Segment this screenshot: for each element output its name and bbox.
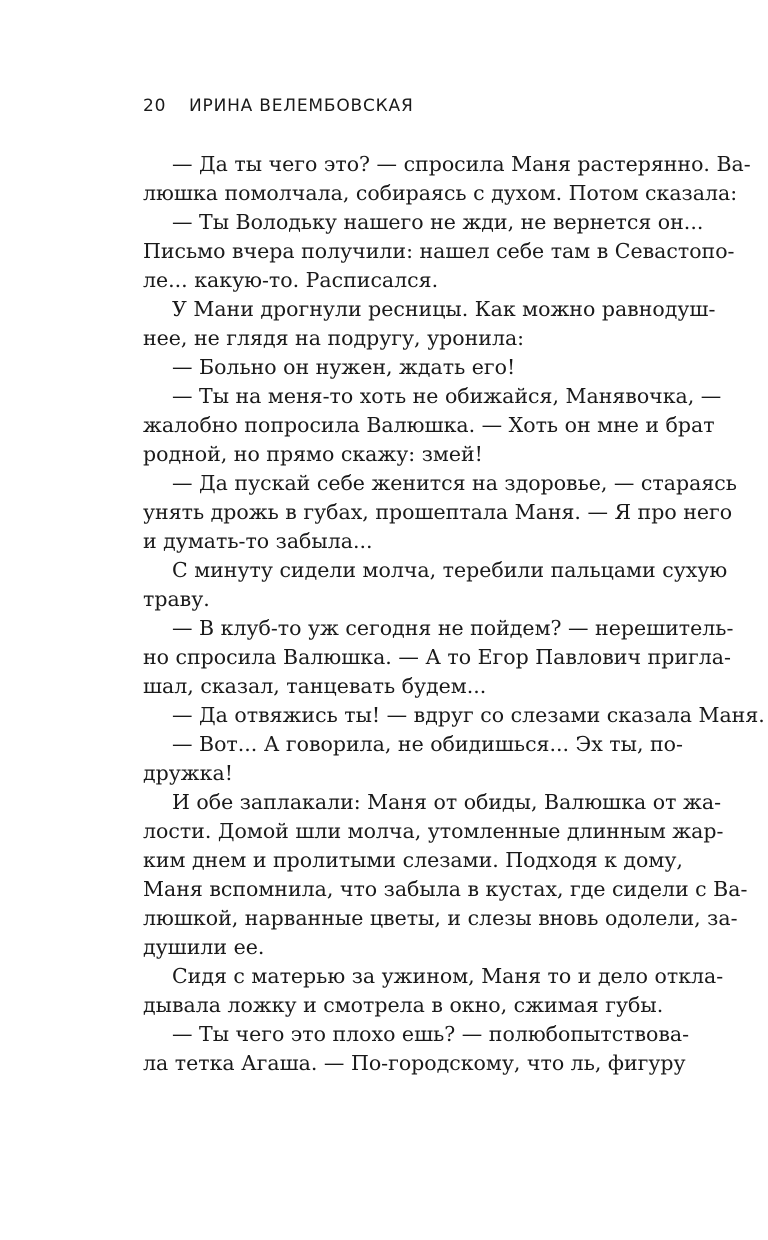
page-number: 20 [143,96,167,116]
text-line: родной, но прямо скажу: змей! [143,442,483,466]
text-line: ла тетка Агаша. — По-городскому, что ль, фигуру [143,1051,686,1075]
text-line: У Мани дрогнули ресницы. Как можно равнодуш- [172,297,716,321]
text-line: Сидя с матерью за ужином, Маня то и дело откла- [172,964,724,988]
text-line: — В клуб-то уж сегодня не пойдем? — нерешитель- [172,616,734,640]
text-line: люшкой, нарванные цветы, и слезы вновь одолели, за- [143,906,738,930]
text-line: — Да отвяжись ты! — вдруг со слезами сказала Маня. [172,703,765,727]
text-line: — Ты на меня-то хоть не обижайся, Манявочка, — [172,384,722,408]
text-line: С минуту сидели молча, теребили пальцами сухую [172,558,728,582]
text-line: И обе заплакали: Маня от обиды, Валюшка от жа- [172,790,721,814]
text-line: — Ты Володьку нашего не жди, не вернется он... [172,210,704,234]
text-line: душили ее. [143,935,265,959]
text-line: жалобно попросила Валюшка. — Хоть он мне и брат [143,413,715,437]
text-line: — Да ты чего это? — спросила Маня растерянно. Ва- [172,152,751,176]
text-line: ким днем и пролитыми слезами. Подходя к дому, [143,848,683,872]
text-line: дружка! [143,761,233,785]
body-text [143,150,765,1078]
running-head [143,96,414,116]
text-line: но спросила Валюшка. — А то Егор Павлович пригла- [143,645,731,669]
text-line: лости. Домой шли молча, утомленные длинным жар- [143,819,724,843]
text-line: дывала ложку и смотрела в окно, сжимая губы. [143,993,664,1017]
text-line: и думать-то забыла... [143,529,373,553]
text-line: траву. [143,587,210,611]
text-line: Маня вспомнила, что забыла в кустах, где сидели с Ва- [143,877,748,901]
text-line: — Вот... А говорила, не обидишься... Эх ты, по- [172,732,683,756]
text-line: люшка помолчала, собираясь с духом. Потом сказала: [143,181,738,205]
text-line: ле... какую-то. Расписался. [143,268,439,292]
text-line: нее, не глядя на подругу, уронила: [143,326,525,350]
text-line: — Больно он нужен, ждать его! [172,355,516,379]
text-line: шал, сказал, танцевать будем... [143,674,487,698]
text-line: унять дрожь в губах, прошептала Маня. — Я про него [143,500,733,524]
text-line: — Ты чего это плохо ешь? — полюбопытствова- [172,1022,690,1046]
text-line: Письмо вчера получили: нашел себе там в Севастопо- [143,239,735,263]
author-name: ИРИНА ВЕЛЕМБОВСКАЯ [189,96,414,116]
text-line: — Да пускай себе женится на здоровье, — стараясь [172,471,737,495]
